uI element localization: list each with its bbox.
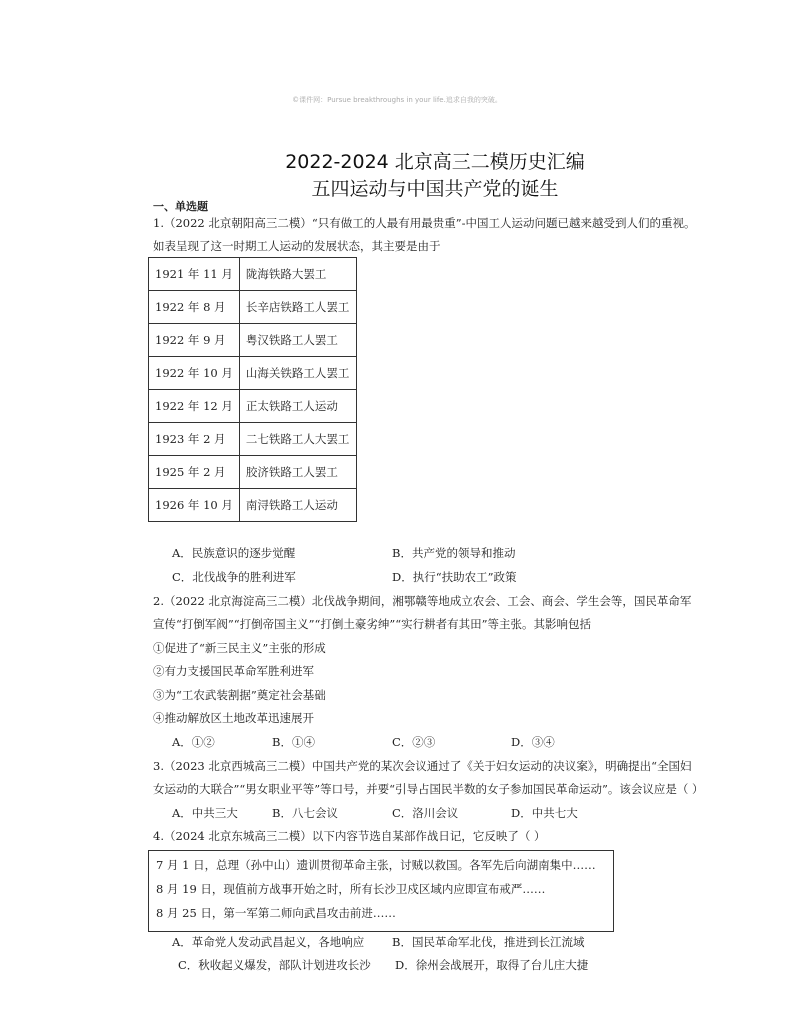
q2-statement-2: ②有力支援国民革命军胜利进军 <box>153 664 314 678</box>
q2-statement-3: ③为“工农武装割据”奠定社会基础 <box>153 688 326 702</box>
table-cell-date: 1926 年 10 月 <box>149 489 240 522</box>
q2-stem-line1: 2.（2022 北京海淀高三二模）北伐战争期间，湘鄂赣等地成立农会、工会、商会、学生会等，国民革命军 <box>153 594 692 608</box>
table-row <box>149 489 357 522</box>
q1-option-d[interactable]: D．执行“扶助农工”政策 <box>392 570 517 584</box>
q2-statement-4: ④推动解放区土地改革迅速展开 <box>153 711 314 725</box>
table-row <box>149 390 357 423</box>
q3-option-d[interactable]: D．中共七大 <box>511 806 578 820</box>
q4-diary-line1: 7 月 1 日，总理（孙中山）遗训贯彻革命主张，讨贼以救国。各军先后向湖南集中…… <box>156 858 596 872</box>
q3-option-b[interactable]: B．八七会议 <box>272 806 338 820</box>
q1-stem-line2: 如表呈现了这一时期工人运动的发展状态，其主要是由于 <box>153 239 441 253</box>
q2-option-d[interactable]: D．③④ <box>511 735 555 749</box>
q4-option-b[interactable]: B．国民革命军北伐，推进到长江流域 <box>392 935 585 949</box>
q4-option-a[interactable]: A．革命党人发动武昌起义，各地响应 <box>172 935 365 949</box>
page-title: 2022-2024 北京高三二模历史汇编 <box>285 151 585 173</box>
table-cell-event: 正太铁路工人运动 <box>239 390 356 423</box>
q3-stem-line2: 女运动的大联合”“男女职业平等”等口号，并要“引导占国民半数的女子参加国民革命运动”。该会议应是（ ） <box>153 782 704 796</box>
table-cell-date: 1922 年 12 月 <box>149 390 240 423</box>
section-heading: 一、单选题 <box>153 200 208 213</box>
q2-statement-1: ①促进了“新三民主义”主张的形成 <box>153 641 326 655</box>
q2-option-a[interactable]: A．①② <box>172 735 215 749</box>
q4-stem: 4.（2024 北京东城高三二模）以下内容节选自某部作战日记，它反映了（ ） <box>153 829 546 843</box>
table-cell-date: 1921 年 11 月 <box>149 258 240 291</box>
table-cell-event: 长辛店铁路工人罢工 <box>239 291 356 324</box>
watermark: ©课件网：Pursue breakthroughs in your life.追求自我的突破。 <box>292 96 502 104</box>
table-cell-event: 山海关铁路工人罢工 <box>239 357 356 390</box>
q4-diary-line3: 8 月 25 日，第一军第二师向武昌攻击前进…… <box>156 906 396 920</box>
table-cell-date: 1922 年 9 月 <box>149 324 240 357</box>
table-row <box>149 456 357 489</box>
q3-option-c[interactable]: C．洛川会议 <box>392 806 459 820</box>
q1-table <box>148 257 357 522</box>
table-cell-event: 胶济铁路工人罢工 <box>239 456 356 489</box>
q1-option-b[interactable]: B．共产党的领导和推动 <box>392 546 516 560</box>
table-row <box>149 258 357 291</box>
page-subtitle: 五四运动与中国共产党的诞生 <box>311 178 559 200</box>
q1-option-a[interactable]: A．民族意识的逐步觉醒 <box>172 546 296 560</box>
table-cell-date: 1925 年 2 月 <box>149 456 240 489</box>
q2-option-b[interactable]: B．①④ <box>272 735 315 749</box>
q3-option-a[interactable]: A．中共三大 <box>172 806 238 820</box>
table-cell-event: 南浔铁路工人运动 <box>239 489 356 522</box>
table-cell-date: 1922 年 8 月 <box>149 291 240 324</box>
table-cell-date: 1922 年 10 月 <box>149 357 240 390</box>
table-cell-event: 陇海铁路大罢工 <box>239 258 356 291</box>
table-cell-date: 1923 年 2 月 <box>149 423 240 456</box>
q1-option-c[interactable]: C．北伐战争的胜利进军 <box>172 570 296 584</box>
table-cell-event: 粤汉铁路工人罢工 <box>239 324 356 357</box>
q4-diary-line2: 8 月 19 日，现值前方战事开始之时，所有长沙卫戍区域内应即宣布戒严…… <box>156 882 546 896</box>
q4-option-c[interactable]: C．秋收起义爆发，部队计划进攻长沙 <box>178 958 371 972</box>
table-row <box>149 291 357 324</box>
table-row <box>149 324 357 357</box>
q2-stem-line2: 宣传“打倒军阀”“打倒帝国主义”“打倒土豪劣绅”“实行耕者有其田”等主张。其影响包括 <box>153 617 592 631</box>
table-row <box>149 423 357 456</box>
table-cell-event: 二七铁路工人大罢工 <box>239 423 356 456</box>
q4-option-d[interactable]: D．徐州会战展开，取得了台儿庄大捷 <box>395 958 589 972</box>
q1-stem-line1: 1.（2022 北京朝阳高三二模）“只有做工的人最有用最贵重”-中国工人运动问题已越来越受到人们的重视。 <box>153 216 696 230</box>
q3-stem-line1: 3.（2023 北京西城高三二模）中国共产党的某次会议通过了《关于妇女运动的决议案》，明确提出“全国妇 <box>153 759 692 773</box>
table-row <box>149 357 357 390</box>
q2-option-c[interactable]: C．②③ <box>392 735 436 749</box>
